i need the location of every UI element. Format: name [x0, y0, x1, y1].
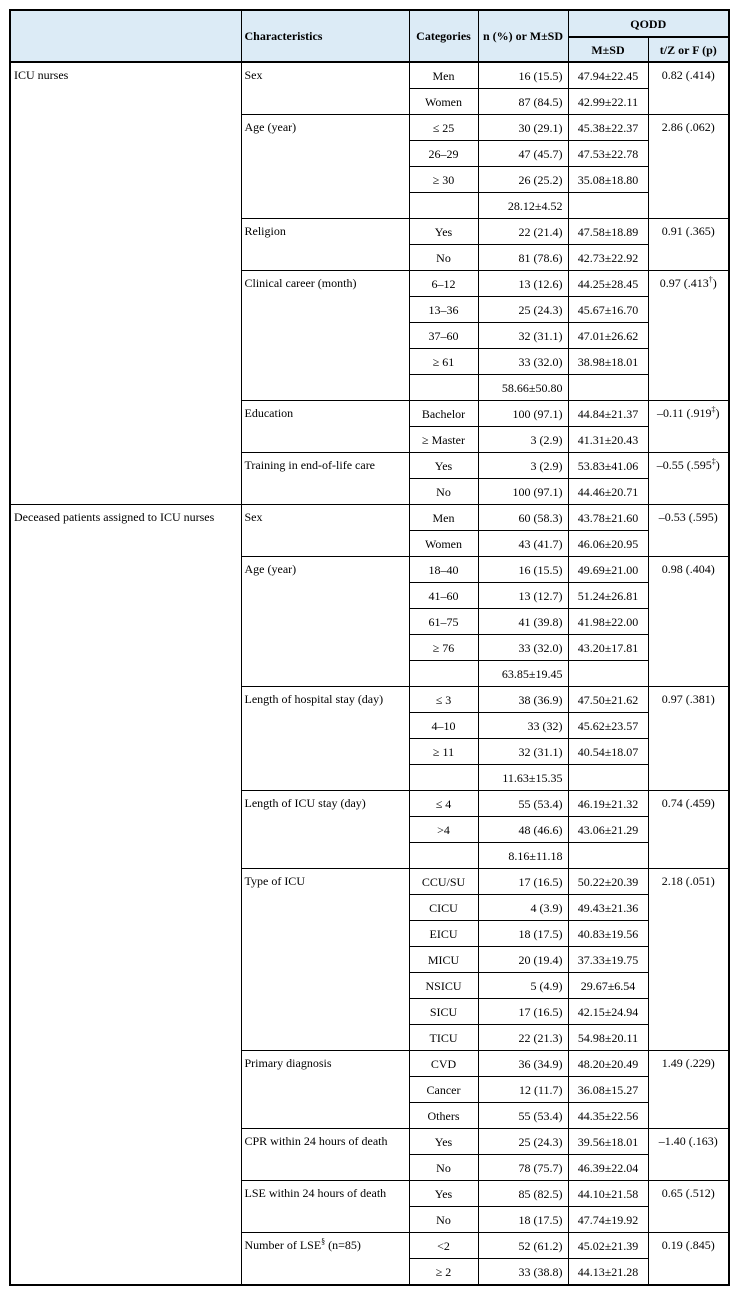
- qodd-msd-cell: 44.35±22.56: [568, 1103, 648, 1129]
- qodd-msd-cell: [568, 661, 648, 687]
- test-stat-text: –0.53 (.595): [658, 510, 718, 524]
- n-pct-cell: 3 (2.9): [478, 427, 568, 453]
- table-row: [10, 62, 729, 89]
- characteristic-label: [241, 453, 409, 505]
- category-cell: MICU: [409, 947, 478, 973]
- qodd-msd-cell: 54.98±20.11: [568, 1025, 648, 1051]
- category-cell: Yes: [409, 219, 478, 245]
- category-cell: CVD: [409, 1051, 478, 1077]
- n-pct-cell: 28.12±4.52: [478, 193, 568, 219]
- table-header: [10, 10, 729, 62]
- qodd-msd-cell: 41.98±22.00: [568, 609, 648, 635]
- qodd-msd-cell: 53.83±41.06: [568, 453, 648, 479]
- characteristic-text: Training in end-of-life care: [244, 458, 376, 472]
- test-stat-close: ): [715, 406, 720, 420]
- n-pct-cell: 11.63±15.35: [478, 765, 568, 791]
- qodd-msd-cell: 44.10±21.58: [568, 1181, 648, 1207]
- characteristic-label: [241, 1181, 409, 1233]
- n-pct-cell: 38 (36.9): [478, 687, 568, 713]
- characteristic-text: Number of LSE: [244, 1238, 322, 1252]
- qodd-msd-cell: 35.08±18.80: [568, 167, 648, 193]
- test-stat-close: ): [712, 276, 717, 290]
- category-cell: TICU: [409, 1025, 478, 1051]
- footnote-mark: §: [321, 1237, 326, 1246]
- qodd-msd-cell: 47.01±26.62: [568, 323, 648, 349]
- n-pct-cell: 78 (75.7): [478, 1155, 568, 1181]
- category-cell: [409, 193, 478, 219]
- n-pct-cell: 100 (97.1): [478, 479, 568, 505]
- qodd-msd-cell: 36.08±15.27: [568, 1077, 648, 1103]
- category-cell: 13–36: [409, 297, 478, 323]
- qodd-msd-cell: 45.38±22.37: [568, 115, 648, 141]
- qodd-msd-cell: 50.22±20.39: [568, 869, 648, 895]
- qodd-msd-cell: 43.06±21.29: [568, 817, 648, 843]
- qodd-msd-cell: 44.84±21.37: [568, 401, 648, 427]
- n-pct-cell: 16 (15.5): [478, 62, 568, 89]
- test-stat-text: 0.91 (.365): [661, 224, 715, 238]
- n-pct-cell: 32 (31.1): [478, 739, 568, 765]
- n-pct-cell: 52 (61.2): [478, 1233, 568, 1259]
- qodd-msd-cell: 44.25±28.45: [568, 271, 648, 297]
- characteristic-text: Length of hospital stay (day): [244, 692, 384, 706]
- group-label: Deceased patients assigned to ICU nurses: [10, 505, 241, 1286]
- table-row: [10, 505, 729, 531]
- category-cell: Men: [409, 62, 478, 89]
- characteristic-label: [241, 219, 409, 271]
- category-cell: 18–40: [409, 557, 478, 583]
- n-pct-cell: 22 (21.3): [478, 1025, 568, 1051]
- characteristic-label: [241, 557, 409, 687]
- qodd-msd-cell: 47.74±19.92: [568, 1207, 648, 1233]
- n-pct-cell: 25 (24.3): [478, 1129, 568, 1155]
- characteristic-text: Age (year): [244, 120, 297, 134]
- qodd-msd-cell: [568, 193, 648, 219]
- n-pct-cell: 5 (4.9): [478, 973, 568, 999]
- qodd-msd-cell: 45.02±21.39: [568, 1233, 648, 1259]
- characteristic-text: Education: [244, 406, 294, 420]
- test-stat-text: 2.18 (.051): [661, 874, 715, 888]
- category-cell: Yes: [409, 1129, 478, 1155]
- characteristic-label: [241, 115, 409, 219]
- test-stat-text: 0.74 (.459): [661, 796, 715, 810]
- footnote-mark: ‡: [711, 457, 716, 466]
- qodd-msd-cell: 42.73±22.92: [568, 245, 648, 271]
- test-stat-text: 0.97 (.381): [661, 692, 715, 706]
- n-pct-cell: 4 (3.9): [478, 895, 568, 921]
- n-pct-cell: 63.85±19.45: [478, 661, 568, 687]
- test-stat-close: ): [715, 458, 720, 472]
- category-cell: Cancer: [409, 1077, 478, 1103]
- test-stat-cell: [648, 271, 729, 401]
- characteristic-text: Age (year): [244, 562, 297, 576]
- category-cell: Yes: [409, 453, 478, 479]
- table-body: [10, 62, 729, 1285]
- n-pct-cell: 47 (45.7): [478, 141, 568, 167]
- qodd-msd-cell: 38.98±18.01: [568, 349, 648, 375]
- category-cell: ≥ 2: [409, 1259, 478, 1286]
- qodd-msd-cell: 40.83±19.56: [568, 921, 648, 947]
- n-pct-cell: 33 (32.0): [478, 349, 568, 375]
- category-cell: 41–60: [409, 583, 478, 609]
- characteristic-text: Length of ICU stay (day): [244, 796, 366, 810]
- n-pct-cell: 22 (21.4): [478, 219, 568, 245]
- qodd-msd-cell: 39.56±18.01: [568, 1129, 648, 1155]
- category-cell: Others: [409, 1103, 478, 1129]
- qodd-msd-cell: 47.50±21.62: [568, 687, 648, 713]
- footnote-mark: ‡: [711, 405, 716, 414]
- test-stat-cell: [648, 1181, 729, 1233]
- test-stat-cell: [648, 791, 729, 869]
- header-empty: [10, 10, 241, 62]
- characteristic-label: [241, 505, 409, 557]
- test-stat-text: 0.97 (.413: [659, 276, 709, 290]
- test-stat-text: –0.55 (.595: [656, 458, 712, 472]
- table-container: [9, 9, 730, 1286]
- n-pct-cell: 81 (78.6): [478, 245, 568, 271]
- qodd-msd-cell: 42.15±24.94: [568, 999, 648, 1025]
- n-pct-cell: 33 (32): [478, 713, 568, 739]
- characteristic-suffix: (n=85): [325, 1238, 361, 1252]
- qodd-msd-cell: 44.46±20.71: [568, 479, 648, 505]
- category-cell: 4–10: [409, 713, 478, 739]
- header-qodd: QODD: [568, 10, 729, 37]
- qodd-msd-cell: 51.24±26.81: [568, 583, 648, 609]
- test-stat-cell: [648, 115, 729, 219]
- n-pct-cell: 85 (82.5): [478, 1181, 568, 1207]
- qodd-msd-cell: 40.54±18.07: [568, 739, 648, 765]
- characteristic-label: [241, 271, 409, 401]
- category-cell: [409, 765, 478, 791]
- n-pct-cell: 18 (17.5): [478, 1207, 568, 1233]
- category-cell: No: [409, 479, 478, 505]
- category-cell: Men: [409, 505, 478, 531]
- qodd-msd-cell: 45.67±16.70: [568, 297, 648, 323]
- test-stat-text: 2.86 (.062): [661, 120, 715, 134]
- category-cell: [409, 375, 478, 401]
- qodd-msd-cell: [568, 843, 648, 869]
- test-stat-cell: [648, 219, 729, 271]
- characteristic-text: Religion: [244, 224, 286, 238]
- category-cell: ≥ 11: [409, 739, 478, 765]
- category-cell: >4: [409, 817, 478, 843]
- data-table: [9, 9, 730, 1286]
- qodd-msd-cell: [568, 765, 648, 791]
- qodd-msd-cell: 47.94±22.45: [568, 62, 648, 89]
- qodd-msd-cell: 29.67±6.54: [568, 973, 648, 999]
- category-cell: No: [409, 1207, 478, 1233]
- test-stat-text: 1.49 (.229): [661, 1056, 715, 1070]
- n-pct-cell: 30 (29.1): [478, 115, 568, 141]
- qodd-msd-cell: 49.69±21.00: [568, 557, 648, 583]
- test-stat-cell: [648, 62, 729, 115]
- qodd-msd-cell: 43.20±17.81: [568, 635, 648, 661]
- qodd-msd-cell: 46.06±20.95: [568, 531, 648, 557]
- n-pct-cell: 25 (24.3): [478, 297, 568, 323]
- characteristic-text: Type of ICU: [244, 874, 305, 888]
- n-pct-cell: 33 (38.8): [478, 1259, 568, 1286]
- characteristic-label: [241, 791, 409, 869]
- test-stat-text: 0.82 (.414): [661, 68, 715, 82]
- category-cell: No: [409, 1155, 478, 1181]
- characteristic-text: LSE within 24 hours of death: [244, 1186, 387, 1200]
- footnote-mark: †: [708, 275, 713, 284]
- characteristic-label: [241, 1129, 409, 1181]
- test-stat-text: –1.40 (.163): [658, 1134, 718, 1148]
- qodd-msd-cell: [568, 375, 648, 401]
- test-stat-cell: [648, 557, 729, 687]
- category-cell: Women: [409, 531, 478, 557]
- qodd-msd-cell: 44.13±21.28: [568, 1259, 648, 1286]
- n-pct-cell: 100 (97.1): [478, 401, 568, 427]
- qodd-msd-cell: 42.99±22.11: [568, 89, 648, 115]
- n-pct-cell: 3 (2.9): [478, 453, 568, 479]
- test-stat-cell: [648, 687, 729, 791]
- n-pct-cell: 60 (58.3): [478, 505, 568, 531]
- category-cell: ≥ 61: [409, 349, 478, 375]
- qodd-msd-cell: 37.33±19.75: [568, 947, 648, 973]
- characteristic-text: Primary diagnosis: [244, 1056, 332, 1070]
- characteristic-label: [241, 687, 409, 791]
- category-cell: CCU/SU: [409, 869, 478, 895]
- test-stat-cell: [648, 1051, 729, 1129]
- category-cell: Women: [409, 89, 478, 115]
- n-pct-cell: 43 (41.7): [478, 531, 568, 557]
- category-cell: Bachelor: [409, 401, 478, 427]
- n-pct-cell: 87 (84.5): [478, 89, 568, 115]
- characteristic-text: Clinical career (month): [244, 276, 357, 290]
- test-stat-cell: [648, 401, 729, 453]
- category-cell: 37–60: [409, 323, 478, 349]
- qodd-msd-cell: 43.78±21.60: [568, 505, 648, 531]
- n-pct-cell: 41 (39.8): [478, 609, 568, 635]
- category-cell: ≤ 4: [409, 791, 478, 817]
- qodd-msd-cell: 41.31±20.43: [568, 427, 648, 453]
- characteristic-label: [241, 62, 409, 115]
- test-stat-cell: [648, 1129, 729, 1181]
- qodd-msd-cell: 48.20±20.49: [568, 1051, 648, 1077]
- test-stat-cell: [648, 1233, 729, 1286]
- characteristic-label: [241, 869, 409, 1051]
- test-stat-cell: [648, 869, 729, 1051]
- n-pct-cell: 13 (12.6): [478, 271, 568, 297]
- n-pct-cell: 36 (34.9): [478, 1051, 568, 1077]
- n-pct-cell: 17 (16.5): [478, 869, 568, 895]
- header-n-pct: n (%) or M±SD: [478, 10, 568, 62]
- characteristic-label: [241, 401, 409, 453]
- header-categories: Categories: [409, 10, 478, 62]
- category-cell: ≥ Master: [409, 427, 478, 453]
- test-stat-cell: [648, 453, 729, 505]
- qodd-msd-cell: 47.53±22.78: [568, 141, 648, 167]
- n-pct-cell: 8.16±11.18: [478, 843, 568, 869]
- category-cell: [409, 843, 478, 869]
- category-cell: ≤ 25: [409, 115, 478, 141]
- category-cell: NSICU: [409, 973, 478, 999]
- category-cell: 26–29: [409, 141, 478, 167]
- test-stat-text: 0.98 (.404): [661, 562, 715, 576]
- n-pct-cell: 58.66±50.80: [478, 375, 568, 401]
- header-characteristics: Characteristics: [241, 10, 409, 62]
- test-stat-text: 0.65 (.512): [661, 1186, 715, 1200]
- characteristic-label: [241, 1051, 409, 1129]
- n-pct-cell: 26 (25.2): [478, 167, 568, 193]
- n-pct-cell: 55 (53.4): [478, 791, 568, 817]
- category-cell: Yes: [409, 1181, 478, 1207]
- category-cell: No: [409, 245, 478, 271]
- characteristic-text: CPR within 24 hours of death: [244, 1134, 388, 1148]
- n-pct-cell: 32 (31.1): [478, 323, 568, 349]
- characteristic-label: [241, 1233, 409, 1286]
- qodd-msd-cell: 46.39±22.04: [568, 1155, 648, 1181]
- n-pct-cell: 48 (46.6): [478, 817, 568, 843]
- test-stat-text: 0.19 (.845): [661, 1238, 715, 1252]
- category-cell: [409, 661, 478, 687]
- qodd-msd-cell: 45.62±23.57: [568, 713, 648, 739]
- test-stat-cell: [648, 505, 729, 557]
- n-pct-cell: 12 (11.7): [478, 1077, 568, 1103]
- qodd-msd-cell: 46.19±21.32: [568, 791, 648, 817]
- qodd-msd-cell: 49.43±21.36: [568, 895, 648, 921]
- test-stat-text: –0.11 (.919: [656, 406, 712, 420]
- category-cell: ≥ 76: [409, 635, 478, 661]
- n-pct-cell: 16 (15.5): [478, 557, 568, 583]
- characteristic-text: Sex: [244, 68, 263, 82]
- qodd-msd-cell: 47.58±18.89: [568, 219, 648, 245]
- n-pct-cell: 17 (16.5): [478, 999, 568, 1025]
- characteristic-text: Sex: [244, 510, 263, 524]
- category-cell: ≥ 30: [409, 167, 478, 193]
- group-label: ICU nurses: [10, 62, 241, 505]
- category-cell: CICU: [409, 895, 478, 921]
- n-pct-cell: 20 (19.4): [478, 947, 568, 973]
- n-pct-cell: 18 (17.5): [478, 921, 568, 947]
- category-cell: EICU: [409, 921, 478, 947]
- header-msd: M±SD: [568, 37, 648, 62]
- header-test: t/Z or F (p): [648, 37, 729, 62]
- category-cell: <2: [409, 1233, 478, 1259]
- category-cell: ≤ 3: [409, 687, 478, 713]
- n-pct-cell: 13 (12.7): [478, 583, 568, 609]
- n-pct-cell: 55 (53.4): [478, 1103, 568, 1129]
- category-cell: SICU: [409, 999, 478, 1025]
- category-cell: 6–12: [409, 271, 478, 297]
- category-cell: 61–75: [409, 609, 478, 635]
- n-pct-cell: 33 (32.0): [478, 635, 568, 661]
